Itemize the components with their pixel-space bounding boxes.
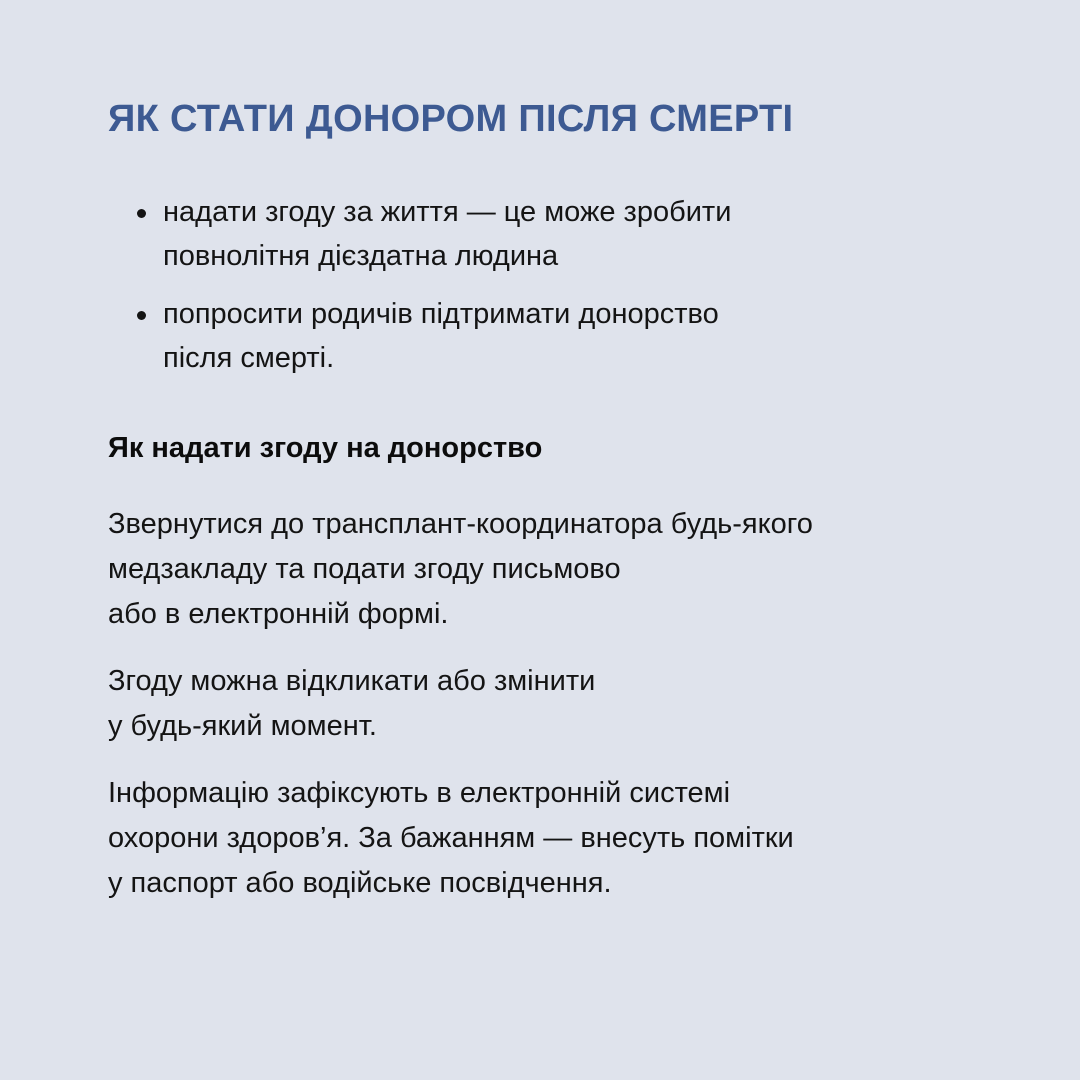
- bullet-item: [135, 292, 975, 380]
- page-title: ЯК СТАТИ ДОНОРОМ ПІСЛЯ СМЕРТІ: [108, 98, 794, 140]
- paragraph: Звернутися до трансплант-координатора будь-якого медзакладу та подати згоду письмово або в електронній формі.: [108, 508, 813, 630]
- bullet-item: [135, 190, 975, 278]
- bullet-text: попросити родичів підтримати донорство після смерті.: [163, 298, 719, 374]
- bullet-dot-icon: [137, 311, 146, 320]
- paragraph: Згоду можна відкликати або змінити у будь-який момент.: [108, 665, 596, 742]
- section-heading: Як надати згоду на донорство: [108, 432, 543, 464]
- section-body: [108, 502, 988, 928]
- bullet-list: [135, 190, 975, 394]
- bullet-dot-icon: [137, 209, 146, 218]
- bullet-text: надати згоду за життя — це може зробити повнолітня дієздатна людина: [163, 196, 732, 272]
- paragraph: Інформацію зафіксують в електронній системі охорони здоров’я. За бажанням — внесуть помітки у паспорт або водійське посвідчення.: [108, 777, 794, 899]
